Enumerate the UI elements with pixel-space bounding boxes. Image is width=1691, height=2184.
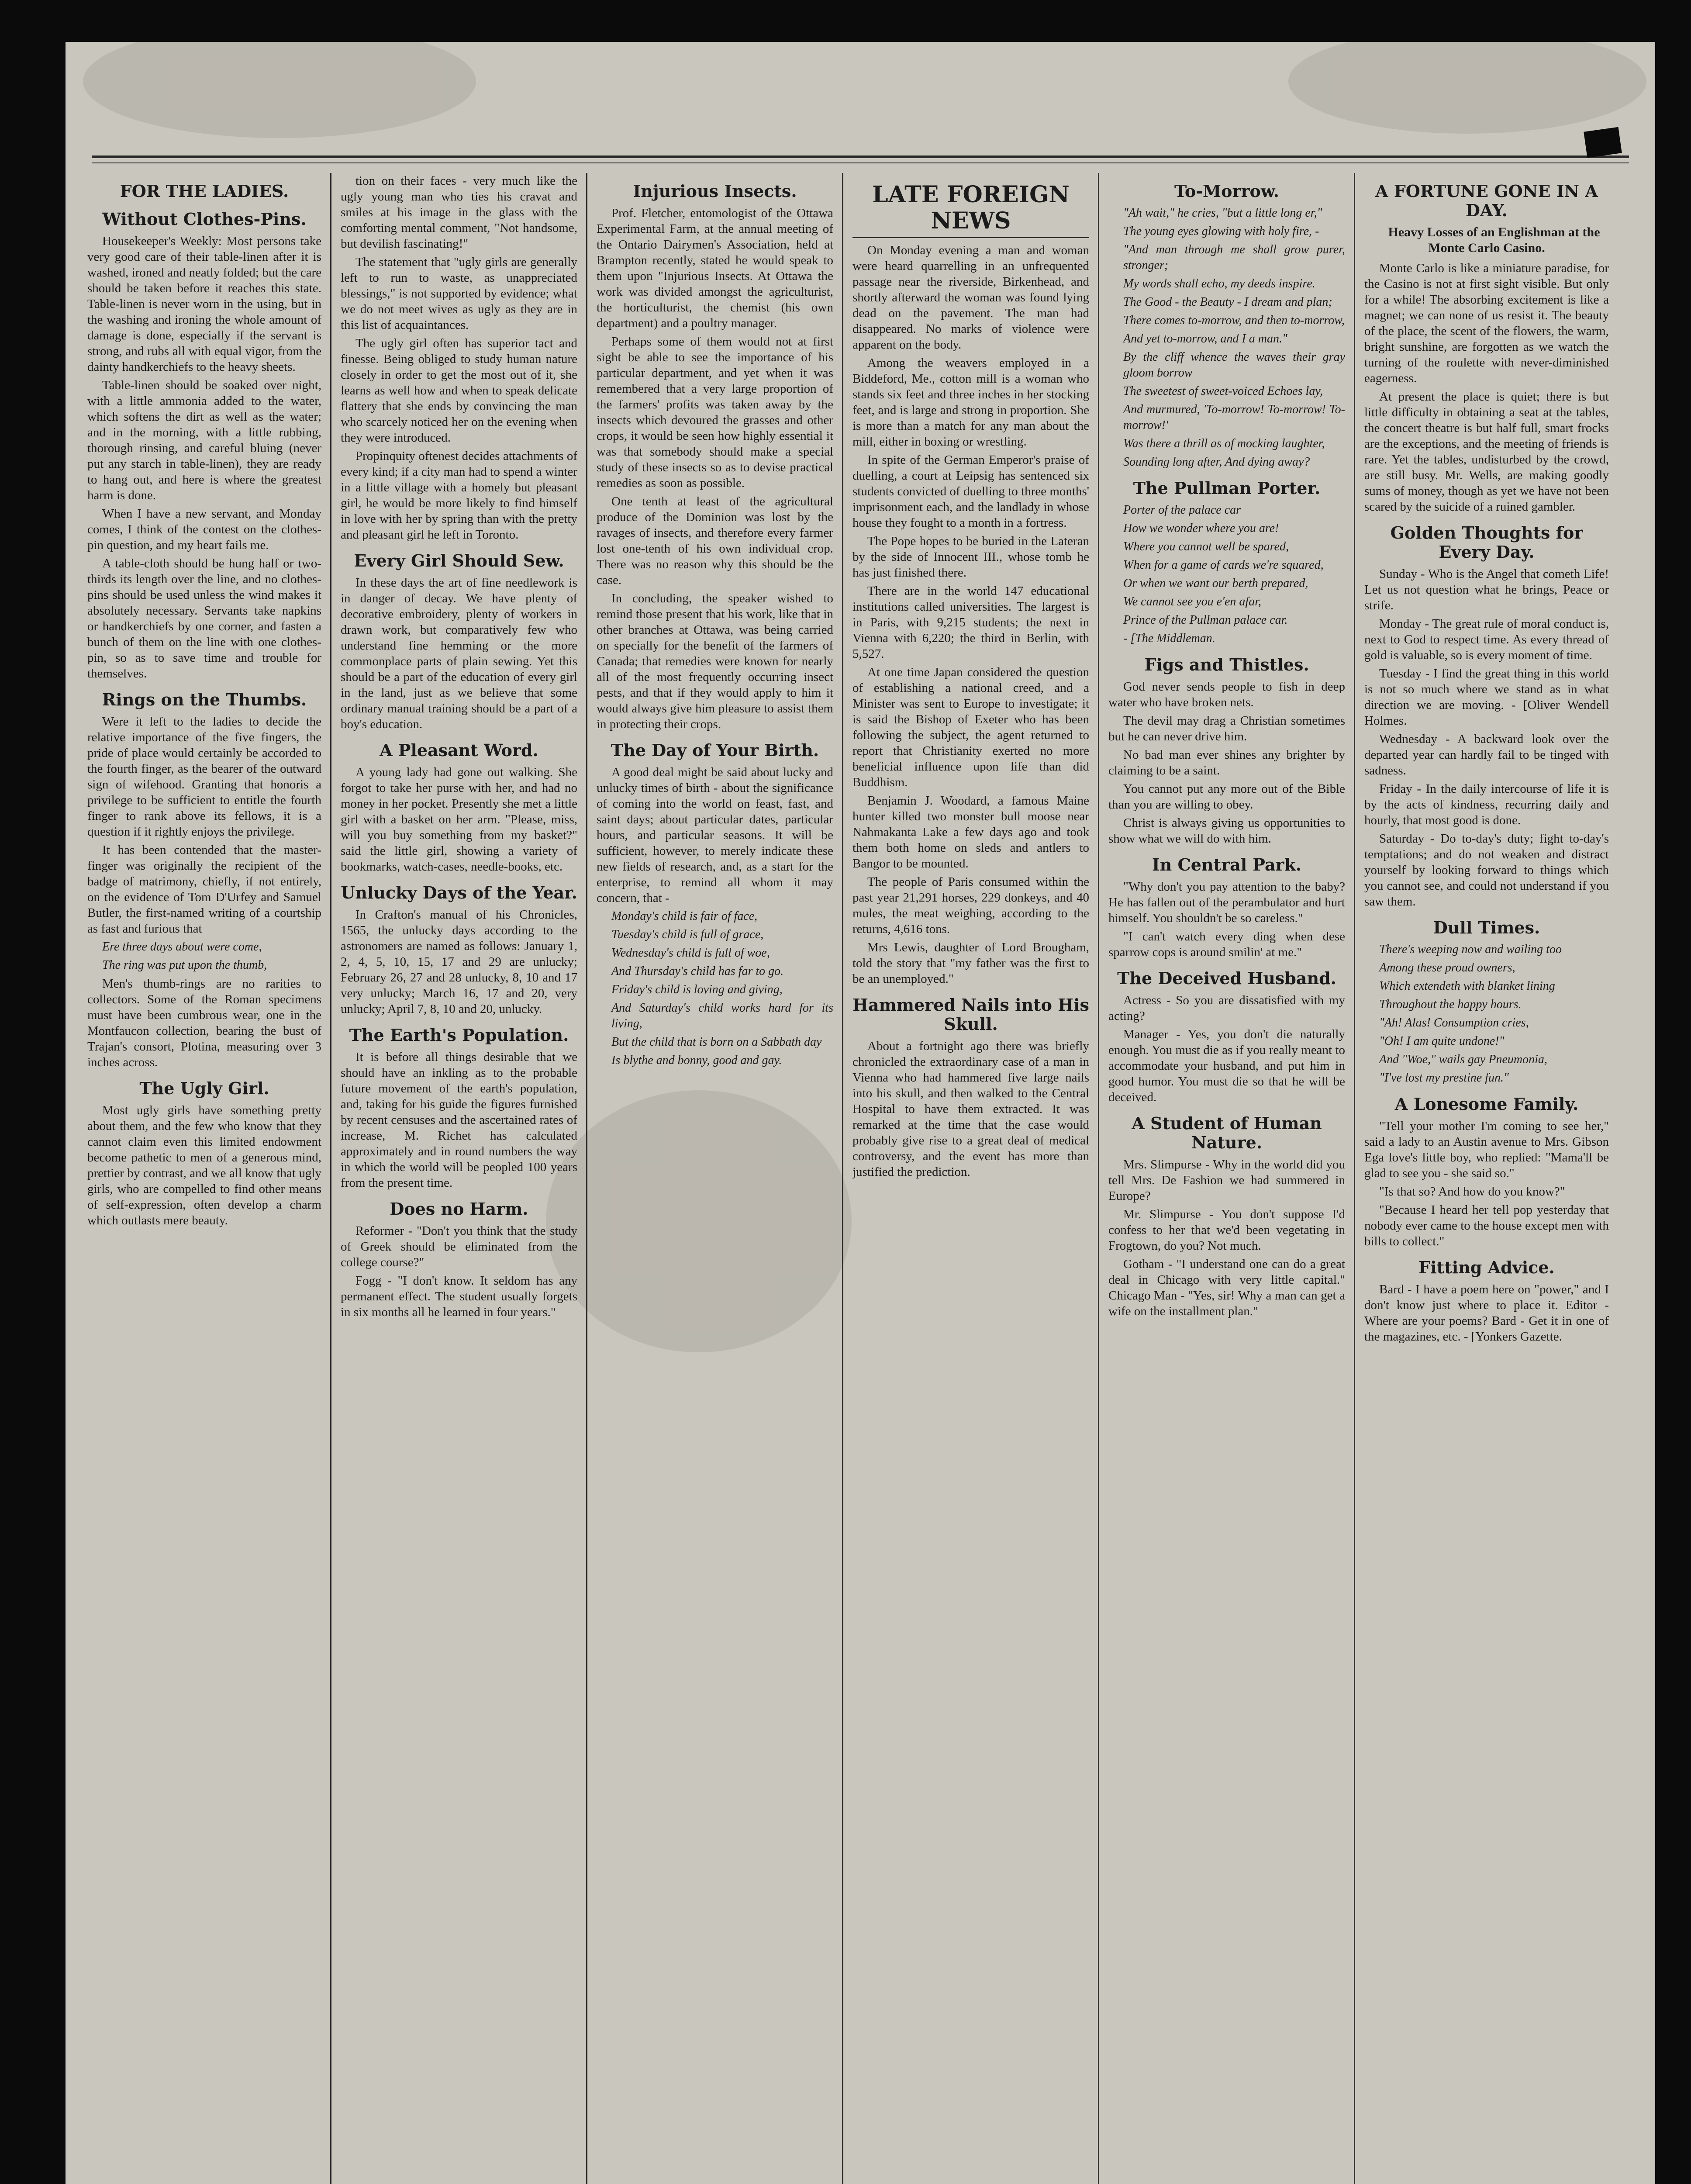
paragraph: A good deal might be said about lucky and unlucky times of birth - about the significance of coming into the world on feast, fast, and saint days; about particular dates, particular hours, and particular seasons. It will be sufficient, however, to merely indicate these new fields of research, and, as a start for the enterprise, to remind all whom it may concern, that -: [597, 765, 833, 905]
section-heading: Rings on the Thumbs.: [102, 690, 307, 709]
section-heading: Fitting Advice.: [1418, 1258, 1555, 1277]
paragraph: The statement that "ugly girls are generally left to run to waste, as unappreciated blessings," is not supported by evidence; what we do not meet wives as ugly as they are in this list of acquaintances.: [341, 255, 577, 332]
verse-line: And "Woe," wails gay Pneumonia,: [1379, 1053, 1547, 1066]
verse-line: "Ah! Alas! Consumption cries,: [1379, 1016, 1529, 1030]
masthead-rule-thin: [92, 162, 1629, 163]
paragraph: About a fortnight ago there was briefly chronicled the extraordinary case of a man in Vienna who had hammered five large nails into his skull, and then walked to the Central Hospital to have them extracted. It was remarked at the time that the case would probably give rise to a great deal of medical controversy, and the event has more than justified the prediction.: [852, 1039, 1089, 1179]
section-heading: LATE FOREIGN NEWS: [852, 182, 1089, 238]
verse-line: Which extendeth with blanket lining: [1379, 979, 1555, 993]
verse-line: When for a game of cards we're squared,: [1123, 558, 1324, 572]
verse-line: There comes to-morrow, and then to-morrow,: [1123, 314, 1345, 327]
column-rule: [586, 173, 587, 2184]
paragraph: Prof. Fletcher, entomologist of the Ottawa Experimental Farm, at the annual meeting of the Ontario Dairymen's Association, held at Brampton recently, stated he would speak to them upon "Injurious Insects. At Ottawa the work was divided amongst the agriculturist, the horticulturist, the chemist (his own department) and a poultry manager.: [597, 206, 833, 330]
column-4: [852, 173, 1089, 2184]
paragraph: Wednesday - A backward look over the departed year can hardly fail to be tinged with sadness.: [1364, 732, 1609, 778]
paragraph: Monday - The great rule of moral conduct is, next to God to respect time. As every thread of gold is valuable, so is every moment of time.: [1364, 617, 1609, 662]
verse-line: We cannot see you e'en afar,: [1123, 595, 1261, 608]
section-hammered-nails: [852, 995, 1089, 1180]
torn-corner: [1584, 127, 1622, 158]
verse-line: And murmured, 'To-morrow! To-morrow! To-morrow!': [1123, 403, 1345, 432]
verse-line: Tuesday's child is full of grace,: [611, 928, 764, 941]
section-central-park: [1108, 855, 1345, 960]
section-heading: Injurious Insects.: [633, 181, 797, 201]
section-fitting-advice: [1364, 1258, 1609, 1344]
paragraph: The ugly girl often has superior tact and finesse. Being obliged to study human nature closely in order to get the most out of it, she learns as well how and when to speak delicate flattery that she ends by convincing the man who scarcely noticed her on the evening when they were introduced.: [341, 336, 577, 445]
section-heading: Without Clothes-Pins.: [102, 209, 307, 229]
verse-line: The ring was put upon the thumb,: [102, 958, 267, 972]
section-heading: In Central Park.: [1152, 855, 1302, 874]
paragraph: Mrs. Slimpurse - Why in the world did you tell Mrs. De Fashion we had summered in Europe?: [1108, 1158, 1345, 1203]
paragraph: Benjamin J. Woodard, a famous Maine hunter killed two monster bull moose near Nahmakanta Lake a few days ago and took them both home on sleds and antlers to Bangor to be mounted.: [852, 794, 1089, 871]
verse-line: Is blythe and bonny, good and gay.: [611, 1054, 782, 1067]
paragraph: Bard - I have a poem here on "power," and I don't know just where to place it. Editor - Where are your poems? Bard - Get it in one of the magazines, etc. - [Yonkers Gazette.: [1364, 1282, 1609, 1344]
section-heading: The Earth's Population.: [349, 1025, 569, 1045]
paragraph: In spite of the German Emperor's praise of duelling, a court at Leipsig has sentenced six students convicted of duelling to three months' imprisonment each, and the landlady in whose house they fought to a month in a fortress.: [852, 453, 1089, 530]
paragraph: Christ is always giving us opportunities to show what we will do with him.: [1108, 816, 1345, 846]
verse-line: Among these proud owners,: [1379, 961, 1515, 975]
paragraph: On Monday evening a man and woman were heard quarrelling in an unfrequented passage near the riverside, Birkenhead, and shortly afterward the woman was found lying dead on the pavement. The man had disappeared. No marks of violence were apparent on the body.: [852, 243, 1089, 352]
verse-line: The sweetest of sweet-voiced Echoes lay,: [1123, 384, 1323, 398]
paragraph: The people of Paris consumed within the past year 21,291 horses, 229 donkeys, and 40 mules, the meat weighing, according to the returns, 4,616 tons.: [852, 875, 1089, 936]
verse-line: Porter of the palace car: [1123, 503, 1241, 517]
section-heading: Every Girl Should Sew.: [354, 551, 564, 570]
section-subheading: Heavy Losses of an Englishman at the Monte Carlo Casino.: [1388, 225, 1600, 255]
verse-line: How we wonder where you are!: [1123, 522, 1279, 535]
section-pleasant-word: [341, 741, 577, 874]
section-heading: Dull Times.: [1433, 918, 1540, 937]
section-lonesome-family: [1364, 1095, 1609, 1249]
column-6: [1364, 173, 1609, 2184]
section-clothes-pins: [87, 210, 321, 681]
paragraph: Saturday - Do to-day's duty; fight to-day's temptations; and do not weaken and distract yourself by looking forward to things which you cannot see, and could not understand if you saw them.: [1364, 832, 1609, 909]
verse-line: Or when we want our berth prepared,: [1123, 577, 1308, 590]
paragraph: God never sends people to fish in deep water who have broken nets.: [1108, 680, 1345, 709]
column-rule: [842, 173, 843, 2184]
verse-line: There's weeping now and wailing too: [1379, 943, 1562, 956]
section-heading: A Lonesome Family.: [1394, 1094, 1579, 1114]
column-rule: [1098, 173, 1099, 2184]
paragraph: At one time Japan considered the question of establishing a national creed, and a Minister was sent to Europe to investigate; it is said the Bishop of Exeter who has been following the subject, the agent returned to report that Christianity exerted no more beneficial influence upon life than did Buddhism.: [852, 665, 1089, 789]
verse-line: Prince of the Pullman palace car.: [1123, 613, 1288, 627]
section-to-morrow: [1108, 182, 1345, 470]
section-pullman-porter: [1108, 479, 1345, 646]
section-heading: FOR THE LADIES.: [120, 181, 289, 201]
paragraph: Men's thumb-rings are no rarities to collectors. Some of the Roman specimens must have been cumbrous wear, one in the Montfaucon collection, bearing the bust of Trajan's consort, Plotina, measuring over 3 inches across.: [87, 977, 321, 1069]
section-heading: Hammered Nails into His Skull.: [852, 995, 1089, 1034]
verse-line: Throughout the happy hours.: [1379, 998, 1522, 1011]
verse-line: By the cliff whence the waves their gray gloom borrow: [1123, 350, 1345, 380]
section-heading: The Deceived Husband.: [1117, 968, 1336, 988]
section-golden-thoughts: [1364, 523, 1609, 909]
column-1: [87, 173, 321, 2184]
paragraph: Housekeeper's Weekly: Most persons take very good care of their table-linen after it is washed, ironed and neatly folded; but the care should be taken before it reaches this state. Table-linen is never worn in the using, but in the washing and ironing the whole amount of damage is done, especially if the servant is strong, and rubs all with equal vigor, from the dainty handkerchiefs to the heavy sheets.: [87, 234, 321, 374]
verse-line: Ere three days about were come,: [102, 940, 262, 954]
section-heading: The Ugly Girl.: [139, 1078, 269, 1098]
section-unlucky-days: [341, 883, 577, 1017]
masthead-rule: [92, 156, 1629, 158]
section-day-of-birth: [597, 741, 833, 1068]
verse-line: And Thursday's child has far to go.: [611, 964, 784, 978]
paragraph: "Because I heard her tell pop yesterday that nobody ever came to the house except men with bills to collect.": [1364, 1203, 1609, 1248]
section-heading: Figs and Thistles.: [1144, 655, 1309, 674]
column-2: [341, 173, 577, 2184]
paragraph: Mr. Slimpurse - You don't suppose I'd confess to her that we'd been vegetating in Frogtown, do you? Not much.: [1108, 1207, 1345, 1253]
paragraph: Actress - So you are dissatisfied with my acting?: [1108, 993, 1345, 1023]
paragraph: You cannot put any more out of the Bible than you are willing to obey.: [1108, 782, 1345, 812]
section-ugly-girl: [87, 1079, 321, 1228]
paragraph: It is before all things desirable that we should have an inkling as to the probable future movement of the earth's population, and, taking for his guide the figures furnished by recent censuses and the ascertained rates of increase, M. Richet has calculated approximately and in round numbers the way in which the world will be peopled 100 years from the present time.: [341, 1050, 577, 1190]
verse-line: My words shall echo, my deeds inspire.: [1123, 277, 1315, 290]
verse-line: "And man through me shall grow purer, stronger;: [1123, 243, 1345, 272]
verse-line: And Saturday's child works hard for its living,: [611, 1001, 833, 1030]
section-figs-thistles: [1108, 655, 1345, 847]
column-rule: [1354, 173, 1355, 2184]
paper-stain: [1288, 42, 1646, 134]
paragraph: At present the place is quiet; there is but little difficulty in obtaining a seat at the tables, the concert theatre is but half full, smart frocks are the exceptions, and the meeting of friends is rare. Yet the tables, undisturbed by the crowd, are still busy. Mr. Wells, are making goodly sums of money, though as yet we have not been scared by the suicide of a ruined gambler.: [1364, 390, 1609, 514]
paragraph: "Is that so? And how do you know?": [1379, 1185, 1565, 1199]
paragraph: One tenth at least of the agricultural produce of the Dominion was lost by the ravages of insects, and therefore every farmer lost one-tenth of his own individual crop. There was no reason why this should be the case.: [597, 494, 833, 587]
paragraph: Propinquity oftenest decides attachments of every kind; if a city man had to spend a winter in a little village with a homely but pleasant girl, he would be more likely to find himself in love with her by spring than with the pretty and pleasant girl he left in Toronto.: [341, 449, 577, 542]
verse-line: Sounding long after, And dying away?: [1123, 455, 1310, 469]
section-injurious-insects: [597, 182, 833, 732]
section-continued: [341, 173, 577, 543]
newspaper-page: [66, 42, 1655, 2184]
paragraph: No bad man ever shines any brighter by claiming to be a saint.: [1108, 748, 1345, 778]
verse-line: Monday's child is fair of face,: [611, 909, 758, 923]
section-heading: Does no Harm.: [390, 1199, 528, 1219]
verse-line: "I've lost my prestine fun.": [1379, 1071, 1509, 1085]
verse-line: Wednesday's child is full of woe,: [611, 946, 770, 960]
paragraph: When I have a new servant, and Monday comes, I think of the contest on the clothes-pin question, and my heart fails me.: [87, 507, 321, 552]
verse-line: Where you cannot well be spared,: [1123, 540, 1289, 553]
section-dull-times: [1364, 918, 1609, 1086]
paragraph: Were it left to the ladies to decide the relative importance of the five fingers, the pride of place would certainly be accorded to the fourth finger, as the bearer of the outward sign of wifehood. Granting that honoris a privilege to be sufficient to entitle the fourth finger to rank above its fellows, it is a question if it rightly enjoys the privilege.: [87, 715, 321, 839]
verse-line: Was there a thrill as of mocking laughter,: [1123, 437, 1325, 450]
section-girl-sew: [341, 551, 577, 732]
paragraph: Mrs Lewis, daughter of Lord Brougham, told the story that "my father was the first to be an unemployed.": [852, 940, 1089, 986]
paragraph: Sunday - Who is the Angel that cometh Life! Let us not question what he brings, Peace or strife.: [1364, 567, 1609, 612]
section-heading: Unlucky Days of the Year.: [341, 883, 577, 902]
section-heading: A Pleasant Word.: [380, 740, 538, 760]
paragraph: Manager - Yes, you don't die naturally enough. You must die as if you really meant to accommodate your husband, and put him in good humor. You must die so that he will be deceived.: [1108, 1027, 1345, 1104]
paragraph: A young lady had gone out walking. She forgot to take her purse with her, and had no money in her pocket. Presently she met a little girl with a basket on her arm. "Please, miss, will you buy something from my basket?" said the little girl, showing a variety of bookmarks, watch-cases, needle-books, etc.: [341, 765, 577, 874]
paragraph: Table-linen should be soaked over night, with a little ammonia added to the water, which softens the dirt as well as the water; and in the morning, with a little rubbing, thorough rinsing, and careful bluing (never put any starch in table-linen), they are ready to hang out, and here is where the greatest harm is done.: [87, 378, 321, 502]
paragraph: It has been contended that the master-finger was originally the recipient of the badge of matrimony, chiefly, if not entirely, on the evidence of Tom D'Urfey and Samuel Butler, the first-named writing of a courtship as fast and furious that: [87, 843, 321, 936]
paragraph: Most ugly girls have something pretty about them, and the few who know that they cannot claim even this limited endowment become pathetic to men of a generous mind, prettier by contrast, and we all know that ugly girls, who are compelled to find other means of self-expression, often develop a charm which outlasts mere beauty.: [87, 1103, 321, 1227]
paragraph: Fogg - "I don't know. It seldom has any permanent effect. The student usually forgets in six months all he learned in four years.": [341, 1274, 577, 1319]
paragraph: "Tell your mother I'm coming to see her," said a lady to an Austin avenue to Mrs. Gibson Ega love's little boy, who replied: "Mama'll be glad to see you - she said so.": [1364, 1119, 1609, 1180]
verse-line: Friday's child is loving and giving,: [611, 983, 783, 996]
verse-line: The Good - the Beauty - I dream and plan;: [1123, 295, 1332, 309]
paper-stain: [83, 42, 476, 138]
verse-line: And yet to-morrow, and I a man.": [1123, 332, 1287, 346]
section-heading: The Pullman Porter.: [1133, 478, 1321, 498]
paragraph: The devil may drag a Christian sometimes but he can never drive him.: [1108, 714, 1345, 743]
paragraph: The Pope hopes to be buried in the Lateran by the side of Innocent III., whose tomb he has just finished there.: [852, 534, 1089, 580]
paragraph: Monte Carlo is like a miniature paradise, for the Casino is not at first sight visible. But only for a while! The absorbing excitement is like a magnet; we can none of us resist it. The beauty of the place, the scent of the flowers, the warm, bright sunshine, are forgotten as we watch the turning of the roulette with never-diminished eagerness.: [1364, 261, 1609, 385]
paragraph: Reformer - "Don't you think that the study of Greek should be eliminated from the college course?": [341, 1224, 577, 1269]
section-heading: A Student of Human Nature.: [1132, 1113, 1322, 1152]
verse-line: - [The Middleman.: [1123, 632, 1215, 645]
paragraph: Tuesday - I find the great thing in this world is not so much where we stand as in what direction we are moving. - [Oliver Wendell Holmes.: [1364, 667, 1609, 728]
paragraph: Gotham - "I understand one can do a great deal in Chicago with very little capital." Chicago Man - "Yes, sir! Why a man can get a wife on the installment plan.": [1108, 1257, 1345, 1318]
section-heading: Golden Thoughts for Every Day.: [1390, 523, 1583, 562]
verse-line: "Ah wait," he cries, "but a little long er,": [1123, 206, 1322, 220]
section-heading: The Day of Your Birth.: [611, 740, 819, 760]
paragraph: tion on their faces - very much like the ugly young man who ties his cravat and smiles at his image in the glass with the comforting mental comment, "Not handsome, but devilish fascinating!": [341, 174, 577, 251]
paragraph: Among the weavers employed in a Biddeford, Me., cotton mill is a woman who stands six feet and three inches in her stocking feet, and is large and strong in proportion. She is more than a match for any man about the mill, either in boxing or wrestling.: [852, 356, 1089, 449]
column-3: [597, 173, 833, 2184]
paragraph: There are in the world 147 educational institutions called universities. The largest is in Paris, with 9,215 students; the next in Vienna with 6,220; the third in Berlin, with 5,527.: [852, 584, 1089, 661]
paragraph: In concluding, the speaker wished to remind those present that his work, like that in other branches at Ottawa, was being carried on specially for the benefit of the farmers of Canada; that remedies were known for nearly all of the most frequently occurring insect pests, and that if they would apply to him it would always give him pleasure to assist them in protecting their crops.: [597, 591, 833, 731]
paragraph: "I can't watch every ding when dese sparrow cops is around smilin' at me.": [1108, 930, 1345, 959]
paragraph: In Crafton's manual of his Chronicles, 1565, the unlucky days according to the astronomers are named as follows: January 1, 2, 4, 5, 10, 15, 17 and 29 are unlucky; February 26, 27 and 28 unlucky, 8, 10 and 17 very unlucky; March 16, 17 and 20, very unlucky; April 7, 8, 10 and 20, unlucky.: [341, 908, 577, 1016]
verse-line: The young eyes glowing with holy fire, -: [1123, 225, 1319, 238]
section-earth-population: [341, 1026, 577, 1191]
verse-line: But the child that is born on a Sabbath day: [611, 1035, 822, 1049]
column-5: [1108, 173, 1345, 2184]
paragraph: Perhaps some of them would not at first sight be able to see the importance of his particular department, and yet when it was remembered that a very large proportion of the farmers' profits was taken away by the insects which devoured the grasses and other crops, it would be seen how highly essential it was that somebody should make a special study of these insects so as to devise practical remedies as soon as possible.: [597, 335, 833, 490]
section-fortune-gone: [1364, 182, 1609, 515]
paragraph: A table-cloth should be hung half or two-thirds its length over the line, and no clothes-pins should be used unless the wind makes it absolutely necessary. Servants take napkins or handkerchiefs by one corner, and fasten a bunch of them on the line with one clothes-pin, so as to save time and trouble for themselves.: [87, 556, 321, 681]
section-human-nature: [1108, 1114, 1345, 1319]
column-rule: [330, 173, 331, 2184]
paragraph: Friday - In the daily intercourse of life it is by the acts of kindness, recurring daily and hourly, that most good is done.: [1364, 782, 1609, 827]
paragraph: "Why don't you pay attention to the baby? He has fallen out of the perambulator and hurt himself. You shouldn't be so careless.": [1108, 880, 1345, 925]
section-does-no-harm: [341, 1199, 577, 1320]
verse-line: "Oh! I am quite undone!": [1379, 1034, 1505, 1048]
section-thumb-rings: [87, 690, 321, 1070]
section-heading: To-Morrow.: [1174, 181, 1279, 201]
section-deceived-husband: [1108, 969, 1345, 1105]
section-for-the-ladies: [87, 182, 321, 201]
section-foreign-news: [852, 182, 1089, 987]
section-heading: A FORTUNE GONE IN A DAY.: [1375, 181, 1598, 220]
paragraph: In these days the art of fine needlework is in danger of decay. We have plenty of decorative embroidery, plenty of workers in drawn work, but comparatively few who understand fine hemming or the more commonplace parts of plain sewing. Yet this should be a part of the education of every girl in the land, just as we believe that some ordinary manual training should be a part of a boy's education.: [341, 576, 577, 731]
